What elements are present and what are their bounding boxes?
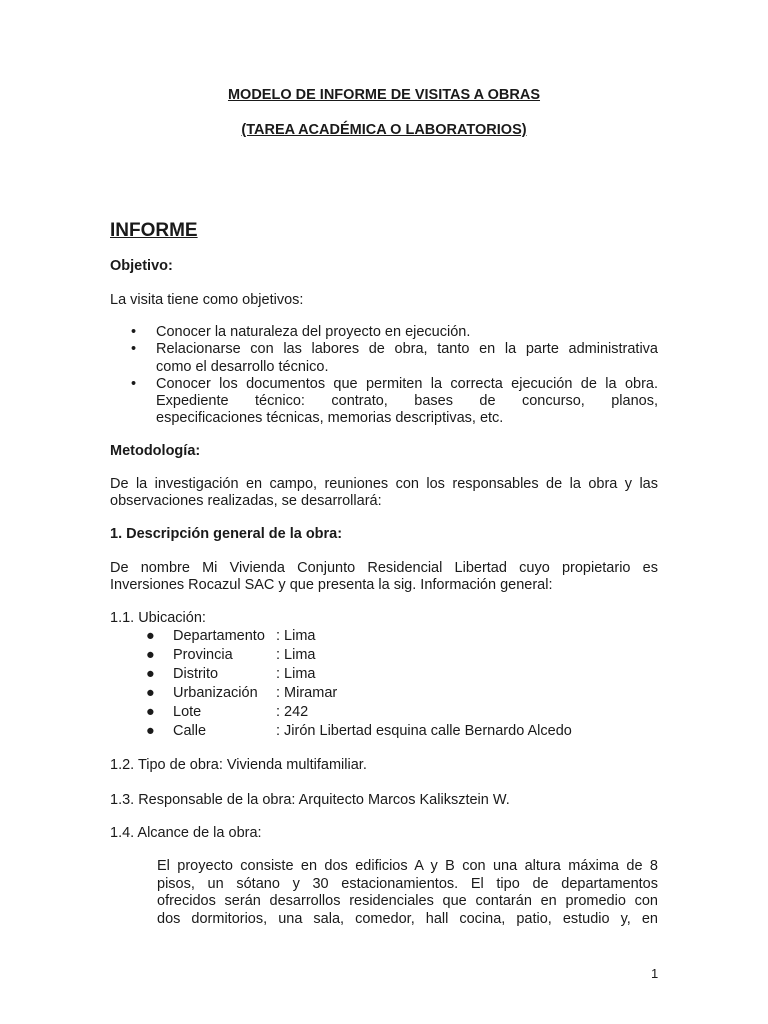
location-key: Urbanización [173, 685, 258, 701]
location-bullet: ● [146, 628, 155, 644]
methodology-label: Metodología: [110, 443, 201, 459]
location-label: 1.1. Ubicación: [110, 610, 206, 626]
objective-bullet-1: Conocer la naturaleza del proyecto en ejecución. [156, 324, 471, 340]
page-number: 1 [651, 966, 659, 981]
document-subtitle: (TAREA ACADÉMICA O LABORATORIOS) [241, 122, 527, 138]
location-bullet: ● [146, 647, 155, 663]
scope-label: 1.4. Alcance de la obra: [110, 825, 262, 841]
location-value: : Miramar [276, 685, 338, 701]
objective-bullet-2-line-1: Relacionarse con las labores de obra, tanto en la parte administrativa [156, 341, 658, 357]
scope-line-4: dos dormitorios, una sala, comedor, hall cocina, patio, estudio y, en [157, 911, 658, 927]
work-responsible: 1.3. Responsable de la obra: Arquitecto Marcos Kaliksztein W. [110, 792, 510, 808]
objective-bullet-3-line-3: especificaciones técnicas, memorias descriptivas, etc. [156, 410, 504, 426]
location-value: : 242 [276, 704, 309, 720]
objective-bullet-3-line-1: Conocer los documentos que permiten la correcta ejecución de la obra. [156, 376, 658, 392]
location-key: Provincia [173, 647, 233, 663]
location-bullet: ● [146, 685, 155, 701]
location-value: : Lima [276, 666, 316, 682]
location-value: : Jirón Libertad esquina calle Bernardo Alcedo [276, 723, 572, 739]
section-1-label: 1. Descripción general de la obra: [110, 526, 343, 542]
scope-line-1: El proyecto consiste en dos edificios A y B con una altura máxima de 8 [157, 858, 658, 874]
location-key: Lote [173, 704, 202, 720]
methodology-line-2: observaciones realizadas, se desarrollará: [110, 493, 382, 509]
objective-label: Objetivo: [110, 258, 173, 274]
section-1-line-1: De nombre Mi Vivienda Conjunto Residencial Libertad cuyo propietario es [110, 560, 658, 576]
bullet-marker: • [131, 324, 137, 340]
location-key: Calle [173, 723, 207, 739]
objective-bullet-2-line-2: como el desarrollo técnico. [156, 359, 329, 375]
bullet-marker: • [131, 341, 137, 357]
scope-line-2: pisos, un sótano y 30 estacionamientos. El tipo de departamentos [157, 876, 658, 892]
document-title: MODELO DE INFORME DE VISITAS A OBRAS [227, 87, 541, 103]
location-bullet: ● [146, 723, 155, 739]
bullet-marker: • [131, 376, 137, 392]
scope-line-3: ofrecidos serán desarrollos residenciales que contarán en promedio con [157, 893, 658, 909]
location-value: : Lima [276, 628, 316, 644]
work-type: 1.2. Tipo de obra: Vivienda multifamiliar. [110, 757, 367, 773]
report-heading: INFORME [110, 220, 198, 241]
location-bullet: ● [146, 666, 155, 682]
objective-intro: La visita tiene como objetivos: [110, 292, 304, 308]
objective-bullet-3-line-2: Expediente técnico: contrato, bases de concurso, planos, [156, 393, 658, 409]
section-1-line-2: Inversiones Rocazul SAC y que presenta la sig. Información general: [110, 577, 553, 593]
location-key: Distrito [173, 666, 219, 682]
location-bullet: ● [146, 704, 155, 720]
methodology-line-1: De la investigación en campo, reuniones con los responsables de la obra y las [110, 476, 658, 492]
location-value: : Lima [276, 647, 316, 663]
location-key: Departamento [173, 628, 265, 644]
